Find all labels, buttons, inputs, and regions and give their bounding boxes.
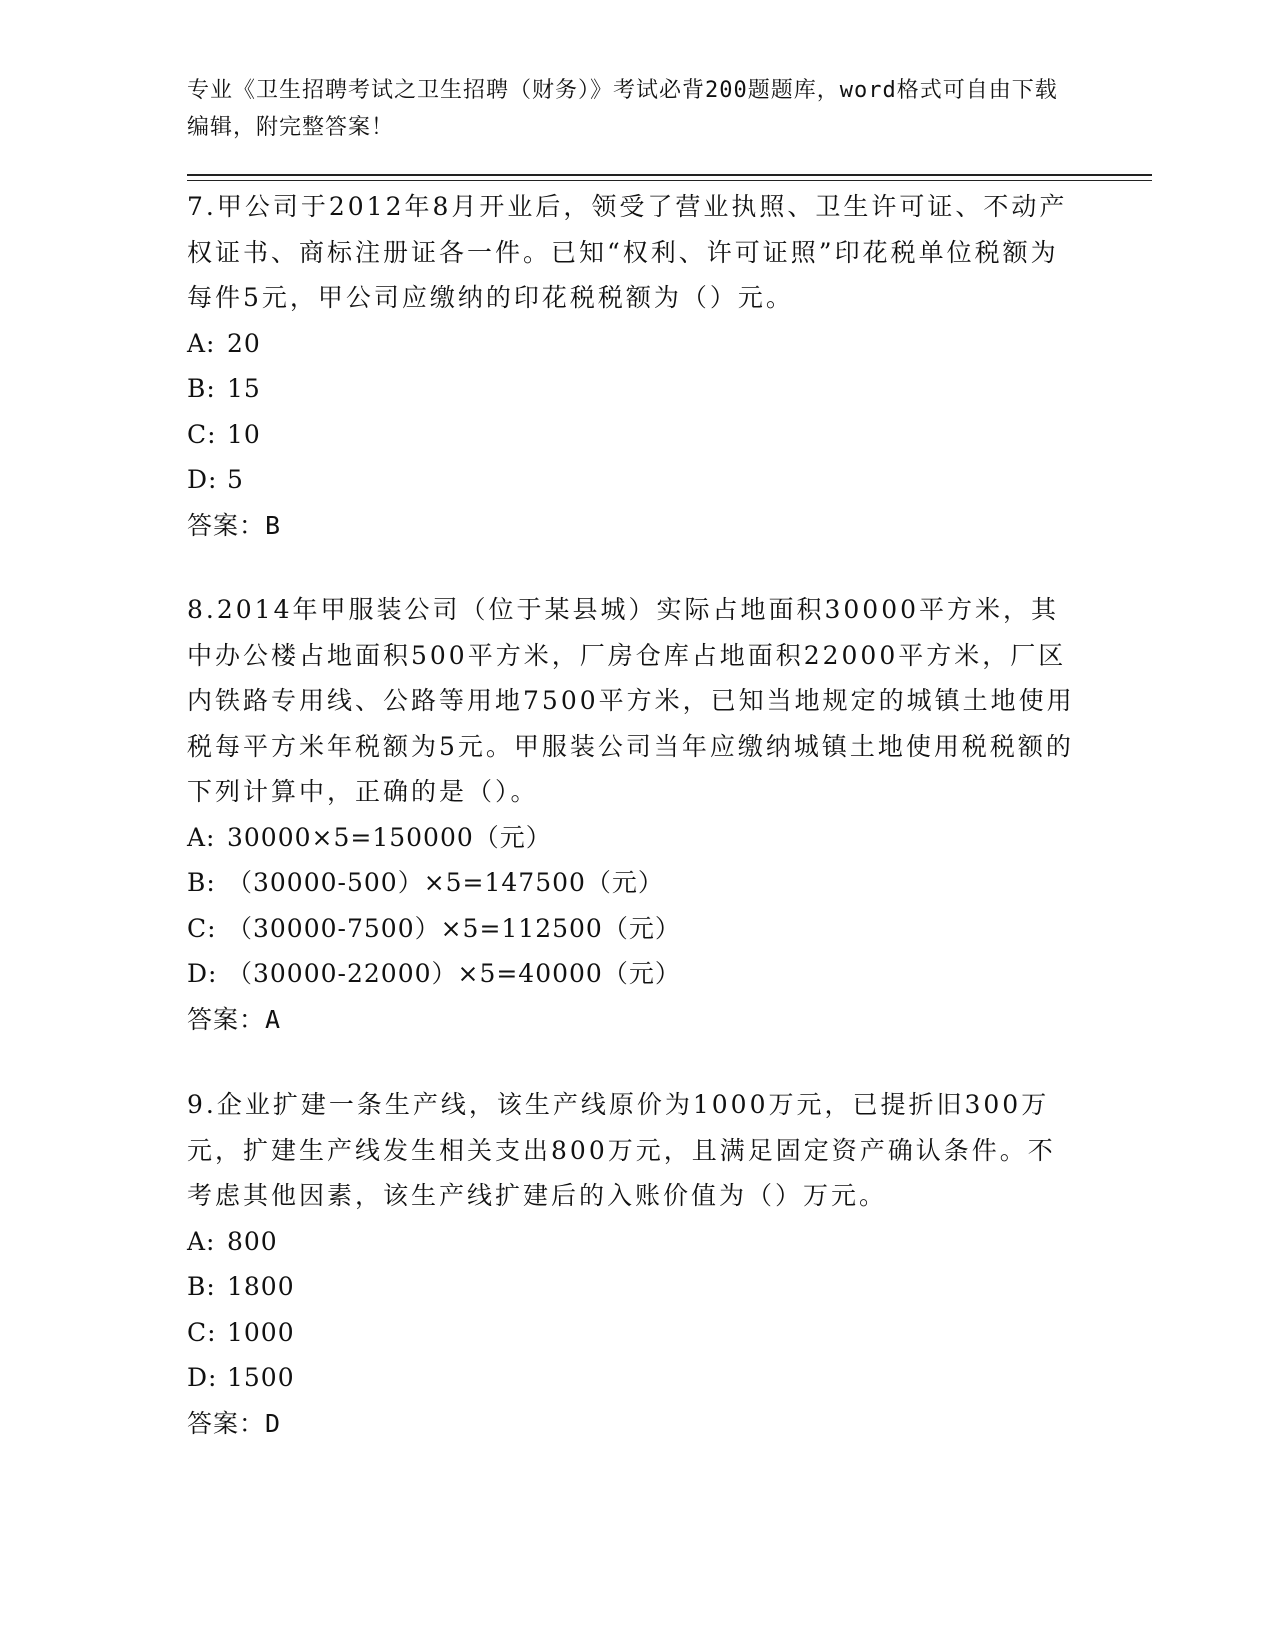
option-c xyxy=(187,1310,1077,1356)
option-c xyxy=(187,906,1077,952)
option-text: 10 xyxy=(227,419,261,449)
option-d xyxy=(187,951,1077,997)
option-text: 15 xyxy=(227,374,261,403)
option-label: D: xyxy=(187,1363,218,1392)
option-text: 1500 xyxy=(227,1363,295,1392)
option-label: D: xyxy=(187,465,218,494)
option-text: 1800 xyxy=(227,1272,295,1301)
option-text: 30000×5=150000（元） xyxy=(227,822,552,852)
option-label: B: xyxy=(187,374,216,403)
option-a xyxy=(187,1219,1077,1265)
header-divider-thick xyxy=(187,174,1152,176)
question-block-8 xyxy=(187,587,1077,1042)
option-text: 20 xyxy=(227,328,261,358)
option-label: B: xyxy=(187,868,216,897)
option-text: （30000-500）×5=147500（元） xyxy=(227,868,664,897)
option-label: C: xyxy=(187,419,217,449)
option-b xyxy=(187,1264,1077,1310)
question-block-9 xyxy=(187,1082,1077,1446)
answer-line: 答案：D xyxy=(187,1408,282,1438)
question-stem: 8.2014年甲服装公司（位于某县城）实际占地面积30000平方米，其中办公楼占地面积500平方米，厂房仓库占地面积22000平方米，厂区内铁路专用线、公路等用地7500平方米，已知当地规定的城镇土地使用税每平方米年税额为5元。甲服装公司当年应缴纳城镇土地使用税税额的下列计算中，正确的是（）。 xyxy=(187,595,1075,806)
option-text: （30000-7500）×5=112500（元） xyxy=(227,913,681,943)
document-header: 专业《卫生招聘考试之卫生招聘（财务）》考试必背200题题库，word格式可自由下载编辑，附完整答案！ xyxy=(187,78,1058,140)
question-block-7 xyxy=(187,184,1077,548)
option-text: 800 xyxy=(227,1226,278,1256)
option-label: C: xyxy=(187,1317,217,1347)
option-d xyxy=(187,457,1077,503)
option-label: C: xyxy=(187,913,217,943)
option-text: 1000 xyxy=(227,1317,295,1347)
option-a xyxy=(187,321,1077,367)
option-label: B: xyxy=(187,1272,216,1301)
question-stem: 9.企业扩建一条生产线，该生产线原价为1000万元，已提折旧300万元，扩建生产线发生相关支出800万元，且满足固定资产确认条件。不考虑其他因素，该生产线扩建后的入账价值为（）万元。 xyxy=(187,1090,1056,1210)
option-label: A: xyxy=(187,822,216,852)
option-d xyxy=(187,1355,1077,1401)
option-label: A: xyxy=(187,328,216,358)
option-c xyxy=(187,412,1077,458)
option-a xyxy=(187,815,1077,861)
option-label: D: xyxy=(187,959,218,988)
answer-line: 答案：A xyxy=(187,1004,282,1034)
header-divider-thin xyxy=(187,180,1152,181)
question-stem: 7.甲公司于2012年8月开业后，领受了营业执照、卫生许可证、不动产权证书、商标注册证各一件。已知“权利、许可证照”印花税单位税额为每件5元，甲公司应缴纳的印花税税额为（）元。 xyxy=(187,192,1068,312)
option-b xyxy=(187,366,1077,412)
option-b xyxy=(187,860,1077,906)
answer-line: 答案：B xyxy=(187,510,282,540)
option-text: （30000-22000）×5=40000（元） xyxy=(227,959,681,988)
option-text: 5 xyxy=(227,465,244,494)
option-label: A: xyxy=(187,1226,216,1256)
